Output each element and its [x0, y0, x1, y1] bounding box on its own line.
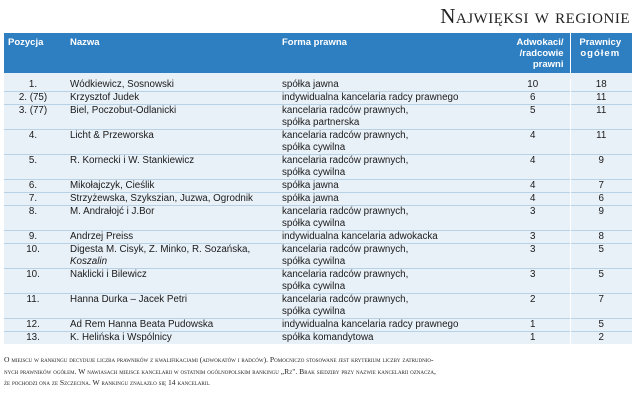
cell-position: 10.	[4, 269, 66, 294]
cell-name-line: M. Andrałojć i J.Bor	[70, 206, 155, 217]
cell-position: 10.	[4, 244, 66, 269]
cell-total-lawyers: 9	[570, 206, 632, 231]
cell-total-lawyers: 9	[570, 155, 632, 180]
cell-advocates: 3	[496, 244, 570, 269]
table-row	[4, 294, 632, 319]
cell-legal-form	[278, 294, 496, 319]
cell-position: 13.	[4, 332, 66, 345]
cell-legal-form-line: spółka cywilna	[282, 306, 346, 317]
cell-position: 2. (75)	[4, 92, 66, 105]
cell-position: 1.	[28, 79, 38, 90]
cell-total-lawyers: 6	[570, 193, 632, 206]
cell-legal-form	[278, 206, 496, 231]
cell-position: 5.	[4, 155, 66, 180]
cell-legal-form	[278, 332, 496, 345]
cell-advocates: 1	[496, 319, 570, 332]
footnote-line-1: O miejscu w rankingu decyduje liczba prawników z kwalifikacjami (adwokatów i radców). Pomocniczo stosowane jest kryterium liczby zatrudnio-	[4, 355, 434, 364]
header-total-lawyers	[570, 33, 632, 73]
cell-legal-form-line: kancelaria radców prawnych,	[282, 155, 409, 166]
cell-total-lawyers: 11	[570, 92, 632, 105]
cell-total-lawyers: 11	[570, 105, 632, 130]
cell-legal-form-line: indywidualna kancelaria radcy prawnego	[282, 319, 459, 330]
cell-legal-form-line: kancelaria radców prawnych,	[282, 269, 409, 280]
cell-name	[66, 130, 278, 155]
header-advocates	[496, 33, 570, 73]
cell-legal-form-line: spółka cywilna	[282, 256, 346, 267]
cell-legal-form-line: kancelaria radców prawnych,	[282, 105, 409, 116]
table-row	[4, 269, 632, 294]
cell-position: 7.	[4, 193, 66, 206]
cell-name	[66, 193, 278, 206]
cell-advocates: 4	[496, 193, 570, 206]
cell-position: 12.	[4, 319, 66, 332]
header-name: Nazwa	[66, 33, 278, 73]
cell-total-lawyers: 7	[570, 180, 632, 193]
table-body	[4, 73, 632, 344]
cell-position: 4.	[4, 130, 66, 155]
cell-name-line: Koszalin	[70, 256, 108, 267]
cell-legal-form-line: indywidualna kancelaria adwokacka	[282, 231, 438, 242]
cell-advocates: 2	[496, 294, 570, 319]
cell-name-line: Krzysztof Judek	[70, 92, 140, 103]
footnote-line-3: że pochodzi ona ze Szczecina. W rankingu znalazło się 14 kancelarii.	[4, 378, 210, 387]
table-header-row	[4, 33, 632, 73]
cell-name	[66, 79, 278, 92]
cell-name	[66, 105, 278, 130]
header-advocates-line1: Adwokaci/	[516, 37, 564, 48]
cell-name-line: Digesta M. Cisyk, Z. Minko, R. Sozańska,	[70, 244, 251, 255]
cell-name	[66, 180, 278, 193]
cell-advocates: 4	[496, 180, 570, 193]
cell-name-line: Andrzej Preiss	[70, 231, 134, 242]
cell-advocates: 5	[496, 105, 570, 130]
cell-name-line: R. Kornecki i W. Stankiewicz	[70, 155, 195, 166]
cell-advocates: 3	[496, 269, 570, 294]
table-row	[4, 130, 632, 155]
header-total-line1: Prawnicy	[579, 37, 622, 48]
cell-name-line: Ad Rem Hanna Beata Pudowska	[70, 319, 214, 330]
cell-position: 3. (77)	[4, 105, 66, 130]
cell-name-line: Wódkiewicz, Sosnowski	[70, 79, 174, 90]
cell-position: 9.	[4, 231, 66, 244]
cell-name	[66, 231, 278, 244]
cell-name	[66, 332, 278, 345]
cell-legal-form-line: spółka jawna	[282, 193, 339, 204]
cell-name	[66, 92, 278, 105]
ranking-table-container	[4, 33, 632, 344]
cell-legal-form-line: spółka cywilna	[282, 281, 346, 292]
cell-total-lawyers: 18	[570, 79, 632, 92]
table-row	[4, 332, 632, 345]
cell-name-line: Strzyżewska, Szykszian, Juzwa, Ogrodnik	[70, 193, 253, 204]
table-row	[4, 231, 632, 244]
cell-position: 11.	[4, 294, 66, 319]
cell-legal-form	[278, 79, 496, 92]
cell-total-lawyers: 5	[570, 244, 632, 269]
cell-total-lawyers: 7	[570, 294, 632, 319]
cell-name-line: Hanna Durka – Jacek Petri	[70, 294, 188, 305]
cell-name-line: Licht & Przeworska	[70, 130, 154, 141]
cell-name-line: Naklicki i Bilewicz	[70, 269, 147, 280]
cell-advocates: 3	[496, 231, 570, 244]
cell-legal-form	[278, 269, 496, 294]
table-row	[4, 105, 632, 130]
cell-legal-form	[278, 130, 496, 155]
cell-legal-form-line: kancelaria radców prawnych,	[282, 294, 409, 305]
cell-legal-form-line: indywidualna kancelaria radcy prawnego	[282, 92, 459, 103]
footnote-line-2: nych prawników ogółem. W nawiasach miejsce kancelarii w ostatnim ogólnopolskim rankingu „Rz". Brak siedziby przy nazwie kancelarii oznacza,	[4, 366, 436, 376]
cell-legal-form-line: kancelaria radców prawnych,	[282, 244, 409, 255]
cell-legal-form	[278, 193, 496, 206]
table-row	[4, 92, 632, 105]
table-row	[4, 244, 632, 269]
header-total-line2: ogółem	[580, 48, 621, 59]
cell-legal-form-line: spółka cywilna	[282, 167, 346, 178]
cell-legal-form-line: spółka partnerska	[282, 117, 360, 128]
cell-name-line: Mikołajczyk, Cieślik	[70, 180, 155, 191]
cell-advocates: 6	[496, 92, 570, 105]
cell-advocates: 4	[496, 155, 570, 180]
cell-position: 6.	[4, 180, 66, 193]
cell-legal-form-line: kancelaria radców prawnych,	[282, 206, 409, 217]
cell-legal-form	[278, 92, 496, 105]
footnote	[4, 354, 634, 389]
table-row	[4, 206, 632, 231]
cell-name	[66, 206, 278, 231]
cell-name-line: K. Helińska i Wspólnicy	[70, 332, 172, 343]
cell-name	[66, 269, 278, 294]
cell-legal-form	[278, 319, 496, 332]
cell-legal-form	[278, 105, 496, 130]
cell-name	[66, 244, 278, 269]
cell-advocates: 3	[496, 206, 570, 231]
cell-name	[66, 294, 278, 319]
cell-legal-form-line: spółka jawna	[282, 79, 339, 90]
ranking-table	[4, 33, 632, 344]
cell-legal-form	[278, 155, 496, 180]
cell-legal-form	[278, 231, 496, 244]
cell-legal-form-line: spółka cywilna	[282, 142, 346, 153]
table-row	[4, 180, 632, 193]
cell-legal-form	[278, 244, 496, 269]
header-advocates-line2: /radcowie prawni	[519, 48, 564, 70]
cell-legal-form-line: spółka cywilna	[282, 218, 346, 229]
page-title: Najwięksi w regionie	[440, 4, 630, 28]
table-row	[4, 193, 632, 206]
table-row	[4, 79, 632, 92]
table-row	[4, 155, 632, 180]
cell-total-lawyers: 11	[570, 130, 632, 155]
header-position: Pozycja	[4, 33, 66, 73]
cell-legal-form-line: spółka komandytowa	[282, 332, 374, 343]
cell-total-lawyers: 8	[570, 231, 632, 244]
cell-legal-form	[278, 180, 496, 193]
table-row	[4, 319, 632, 332]
cell-total-lawyers: 5	[570, 319, 632, 332]
cell-name	[66, 319, 278, 332]
cell-total-lawyers: 2	[570, 332, 632, 345]
header-legal-form: Forma prawna	[278, 33, 496, 73]
cell-position: 8.	[4, 206, 66, 231]
cell-legal-form-line: kancelaria radców prawnych,	[282, 130, 409, 141]
cell-name	[66, 155, 278, 180]
cell-advocates: 1	[496, 332, 570, 345]
cell-total-lawyers: 5	[570, 269, 632, 294]
cell-legal-form-line: spółka jawna	[282, 180, 339, 191]
cell-name-line: Biel, Poczobut-Odlanicki	[70, 105, 177, 116]
cell-advocates: 4	[496, 130, 570, 155]
cell-advocates: 10	[527, 79, 539, 90]
